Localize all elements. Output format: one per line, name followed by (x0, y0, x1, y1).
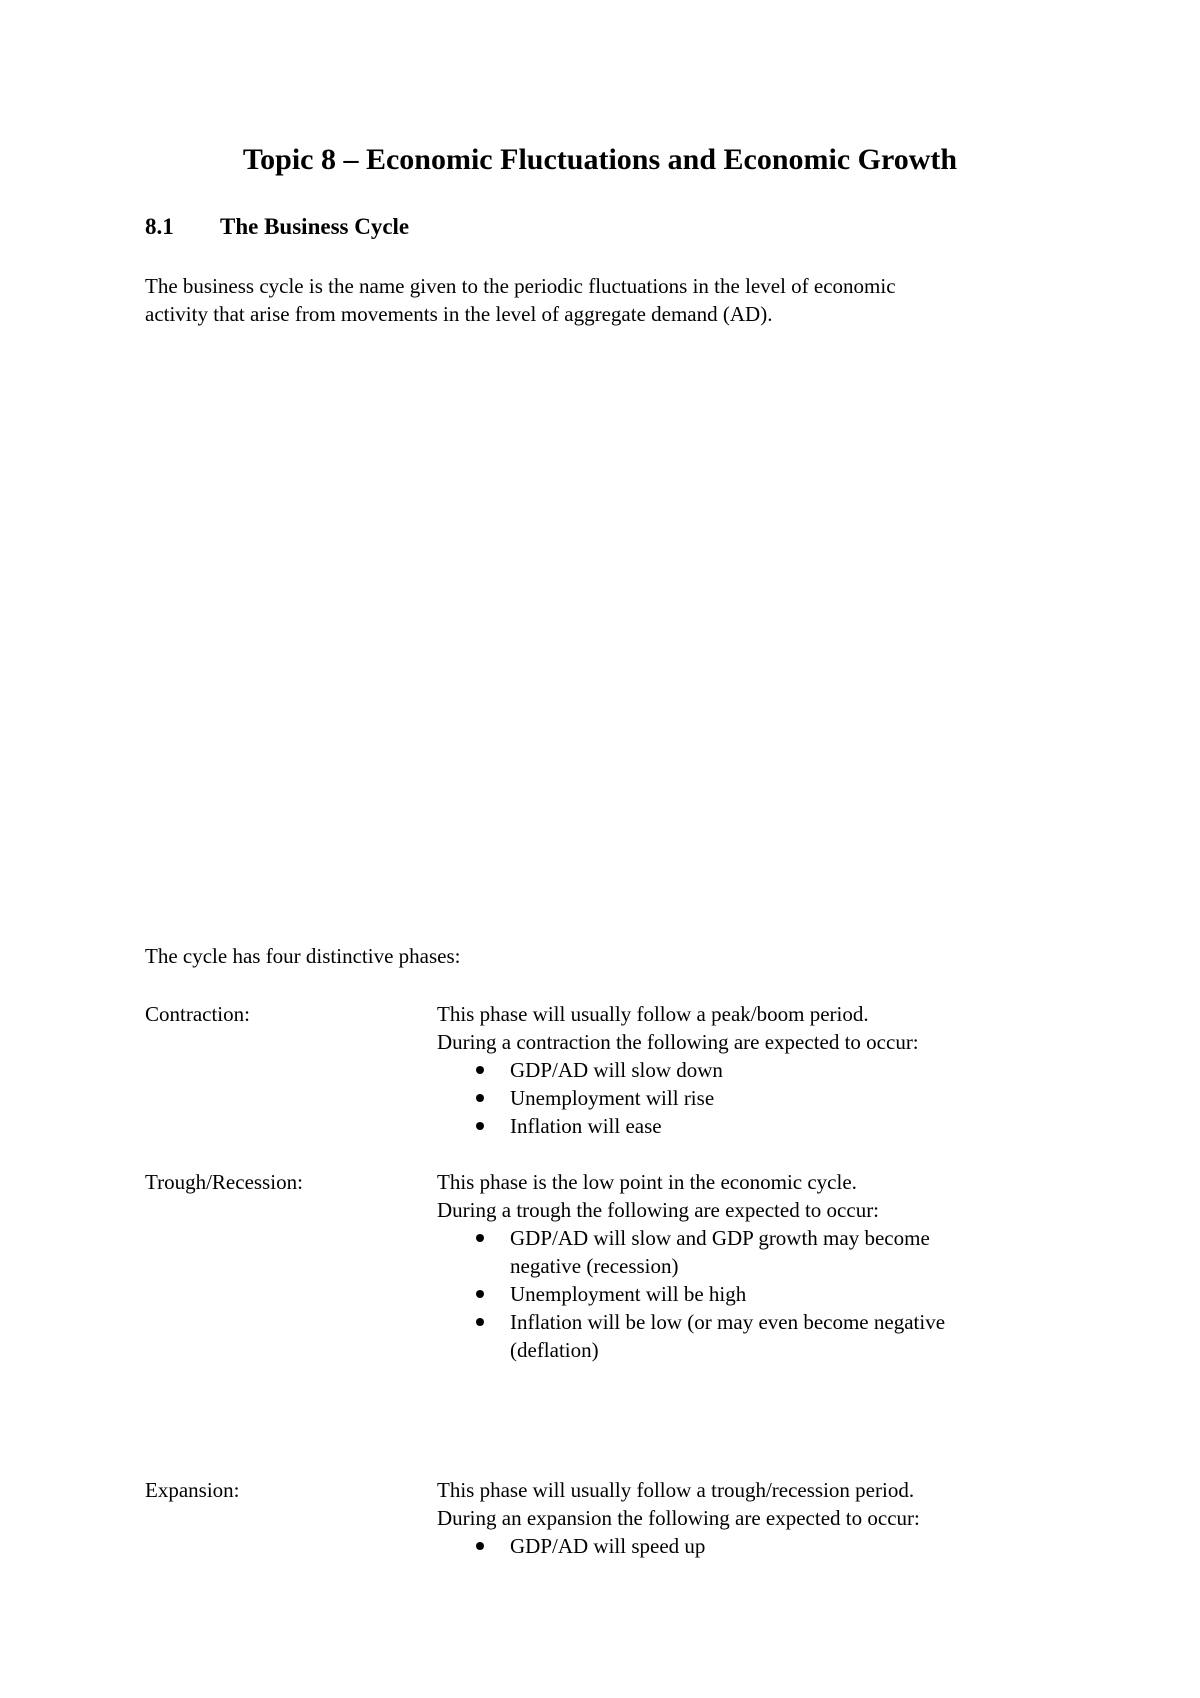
list-item-text: Inflation will ease (510, 1114, 662, 1138)
list-item-text: (deflation) (510, 1338, 599, 1362)
list-item-text: GDP/AD will slow and GDP growth may become (510, 1226, 930, 1250)
phase-label: Trough/Recession: (145, 1170, 303, 1194)
bullet-icon (476, 1290, 484, 1298)
bullet-icon (476, 1318, 484, 1326)
list-item (437, 1056, 1037, 1084)
phase-description (437, 1168, 1037, 1364)
bullet-icon (476, 1122, 484, 1130)
intro-line: The business cycle is the name given to the periodic fluctuations in the level of economic (145, 274, 896, 298)
list-item (437, 1280, 1037, 1308)
bullet-icon (476, 1066, 484, 1074)
phase-line: This phase is the low point in the economic cycle. (437, 1170, 857, 1194)
intro-paragraph (145, 272, 1045, 328)
phase-label: Expansion: (145, 1478, 240, 1502)
bullet-icon (476, 1234, 484, 1242)
list-item-text: negative (recession) (510, 1254, 679, 1278)
phase-line: During a contraction the following are expected to occur: (437, 1030, 919, 1054)
bullet-list (437, 1224, 1037, 1364)
section-title: The Business Cycle (220, 214, 410, 239)
phases-intro: The cycle has four distinctive phases: (145, 944, 461, 968)
phase-line: During an expansion the following are expected to occur: (437, 1506, 920, 1530)
list-item (437, 1308, 1037, 1364)
section-number: 8.1 (145, 214, 174, 239)
phase-line: This phase will usually follow a peak/boom period. (437, 1002, 869, 1026)
list-item (437, 1084, 1037, 1112)
list-item-text: GDP/AD will slow down (510, 1058, 723, 1082)
list-item-text: Unemployment will be high (510, 1282, 747, 1306)
bullet-icon (476, 1094, 484, 1102)
list-item-text: Unemployment will rise (510, 1086, 715, 1110)
bullet-icon (476, 1542, 484, 1550)
intro-line: activity that arise from movements in the level of aggregate demand (AD). (145, 302, 773, 326)
bullet-list (437, 1056, 1037, 1140)
page-title: Topic 8 – Economic Fluctuations and Economic Growth (242, 143, 958, 176)
phase-description (437, 1000, 1037, 1140)
list-item-text: GDP/AD will speed up (510, 1534, 706, 1558)
phase-line: This phase will usually follow a trough/recession period. (437, 1478, 915, 1502)
phase-line: During a trough the following are expected to occur: (437, 1198, 880, 1222)
phase-label: Contraction: (145, 1002, 250, 1026)
bullet-list (437, 1532, 1037, 1560)
list-item-text: Inflation will be low (or may even become negative (510, 1310, 946, 1334)
list-item (437, 1224, 1037, 1280)
phase-description (437, 1476, 1037, 1560)
list-item (437, 1112, 1037, 1140)
list-item (437, 1532, 1037, 1560)
section-heading (145, 212, 409, 242)
